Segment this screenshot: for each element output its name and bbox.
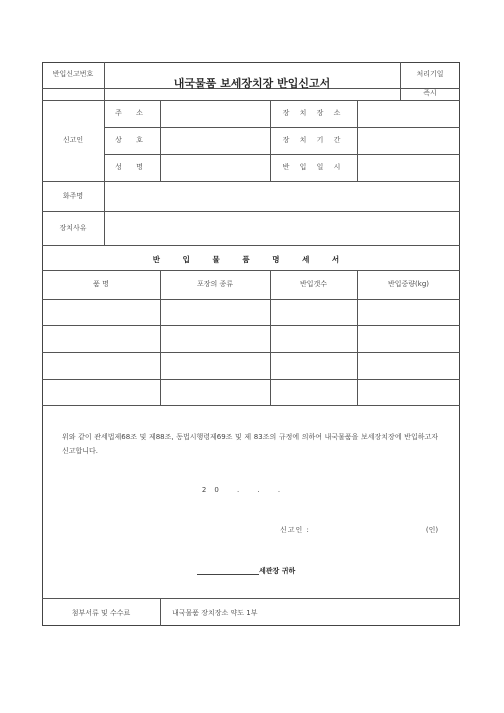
addressee: 세관장 귀하 bbox=[259, 567, 296, 575]
address-label: 주 소 bbox=[115, 109, 149, 117]
period-value: 즉시 bbox=[423, 89, 437, 97]
form-title: 내국물품 보세장치장 반입신고서 bbox=[173, 77, 331, 90]
number-label: 반입신고번호 bbox=[52, 70, 94, 78]
row-divider bbox=[42, 379, 460, 380]
col-divider bbox=[357, 270, 358, 405]
column-item-name: 품 명 bbox=[93, 280, 109, 288]
cargo-owner-label: 화주명 bbox=[62, 192, 84, 200]
seal-mark: (인) bbox=[425, 526, 439, 534]
attachments-value: 내국물품 장치장소 약도 1부 bbox=[172, 609, 258, 617]
trade-name-label: 상 호 bbox=[115, 136, 149, 144]
addressee-blank-line bbox=[197, 574, 259, 575]
col-divider bbox=[270, 270, 271, 405]
date-text: 20 . . . bbox=[201, 486, 289, 494]
col-divider bbox=[160, 270, 161, 405]
storage-reason-label: 장치사유 bbox=[59, 224, 87, 232]
period-label: 처리기일 bbox=[416, 70, 444, 78]
column-quantity: 반입갯수 bbox=[299, 280, 328, 288]
applicant-label: 신고인 bbox=[62, 136, 84, 144]
row-divider bbox=[42, 325, 460, 326]
row-divider bbox=[42, 352, 460, 353]
details-section-title: 반 입 물 품 명 세 서 bbox=[152, 255, 350, 264]
storage-place-label: 장 치 장 소 bbox=[282, 109, 345, 117]
row-divider bbox=[42, 270, 460, 271]
column-package-type: 포장의 종류 bbox=[196, 280, 234, 288]
col-divider bbox=[357, 100, 358, 181]
row-divider bbox=[42, 598, 460, 599]
row-divider bbox=[42, 405, 460, 406]
column-weight: 반입중량(kg) bbox=[387, 280, 429, 288]
declaration-text: 위와 같이 관세법제68조 및 제88조, 동법시행령제69조 및 제 83조의 규정에 의하여 내국물품을 보세장치장에 반입하고자 신고합니다. bbox=[62, 433, 438, 455]
row-divider bbox=[104, 127, 460, 128]
row-divider bbox=[42, 299, 460, 300]
col-divider bbox=[104, 100, 105, 245]
storage-period-label: 장 치 기 간 bbox=[282, 136, 345, 144]
entry-date-label: 반 입 일 시 bbox=[282, 163, 345, 171]
name-label: 성 명 bbox=[115, 163, 149, 171]
col-divider bbox=[160, 100, 161, 181]
declarant-label: 신고인 : bbox=[280, 526, 310, 534]
col-divider bbox=[160, 598, 161, 626]
row-divider bbox=[104, 154, 460, 155]
attachments-label: 첨부서류 및 수수료 bbox=[71, 609, 131, 617]
row-divider bbox=[42, 245, 460, 246]
